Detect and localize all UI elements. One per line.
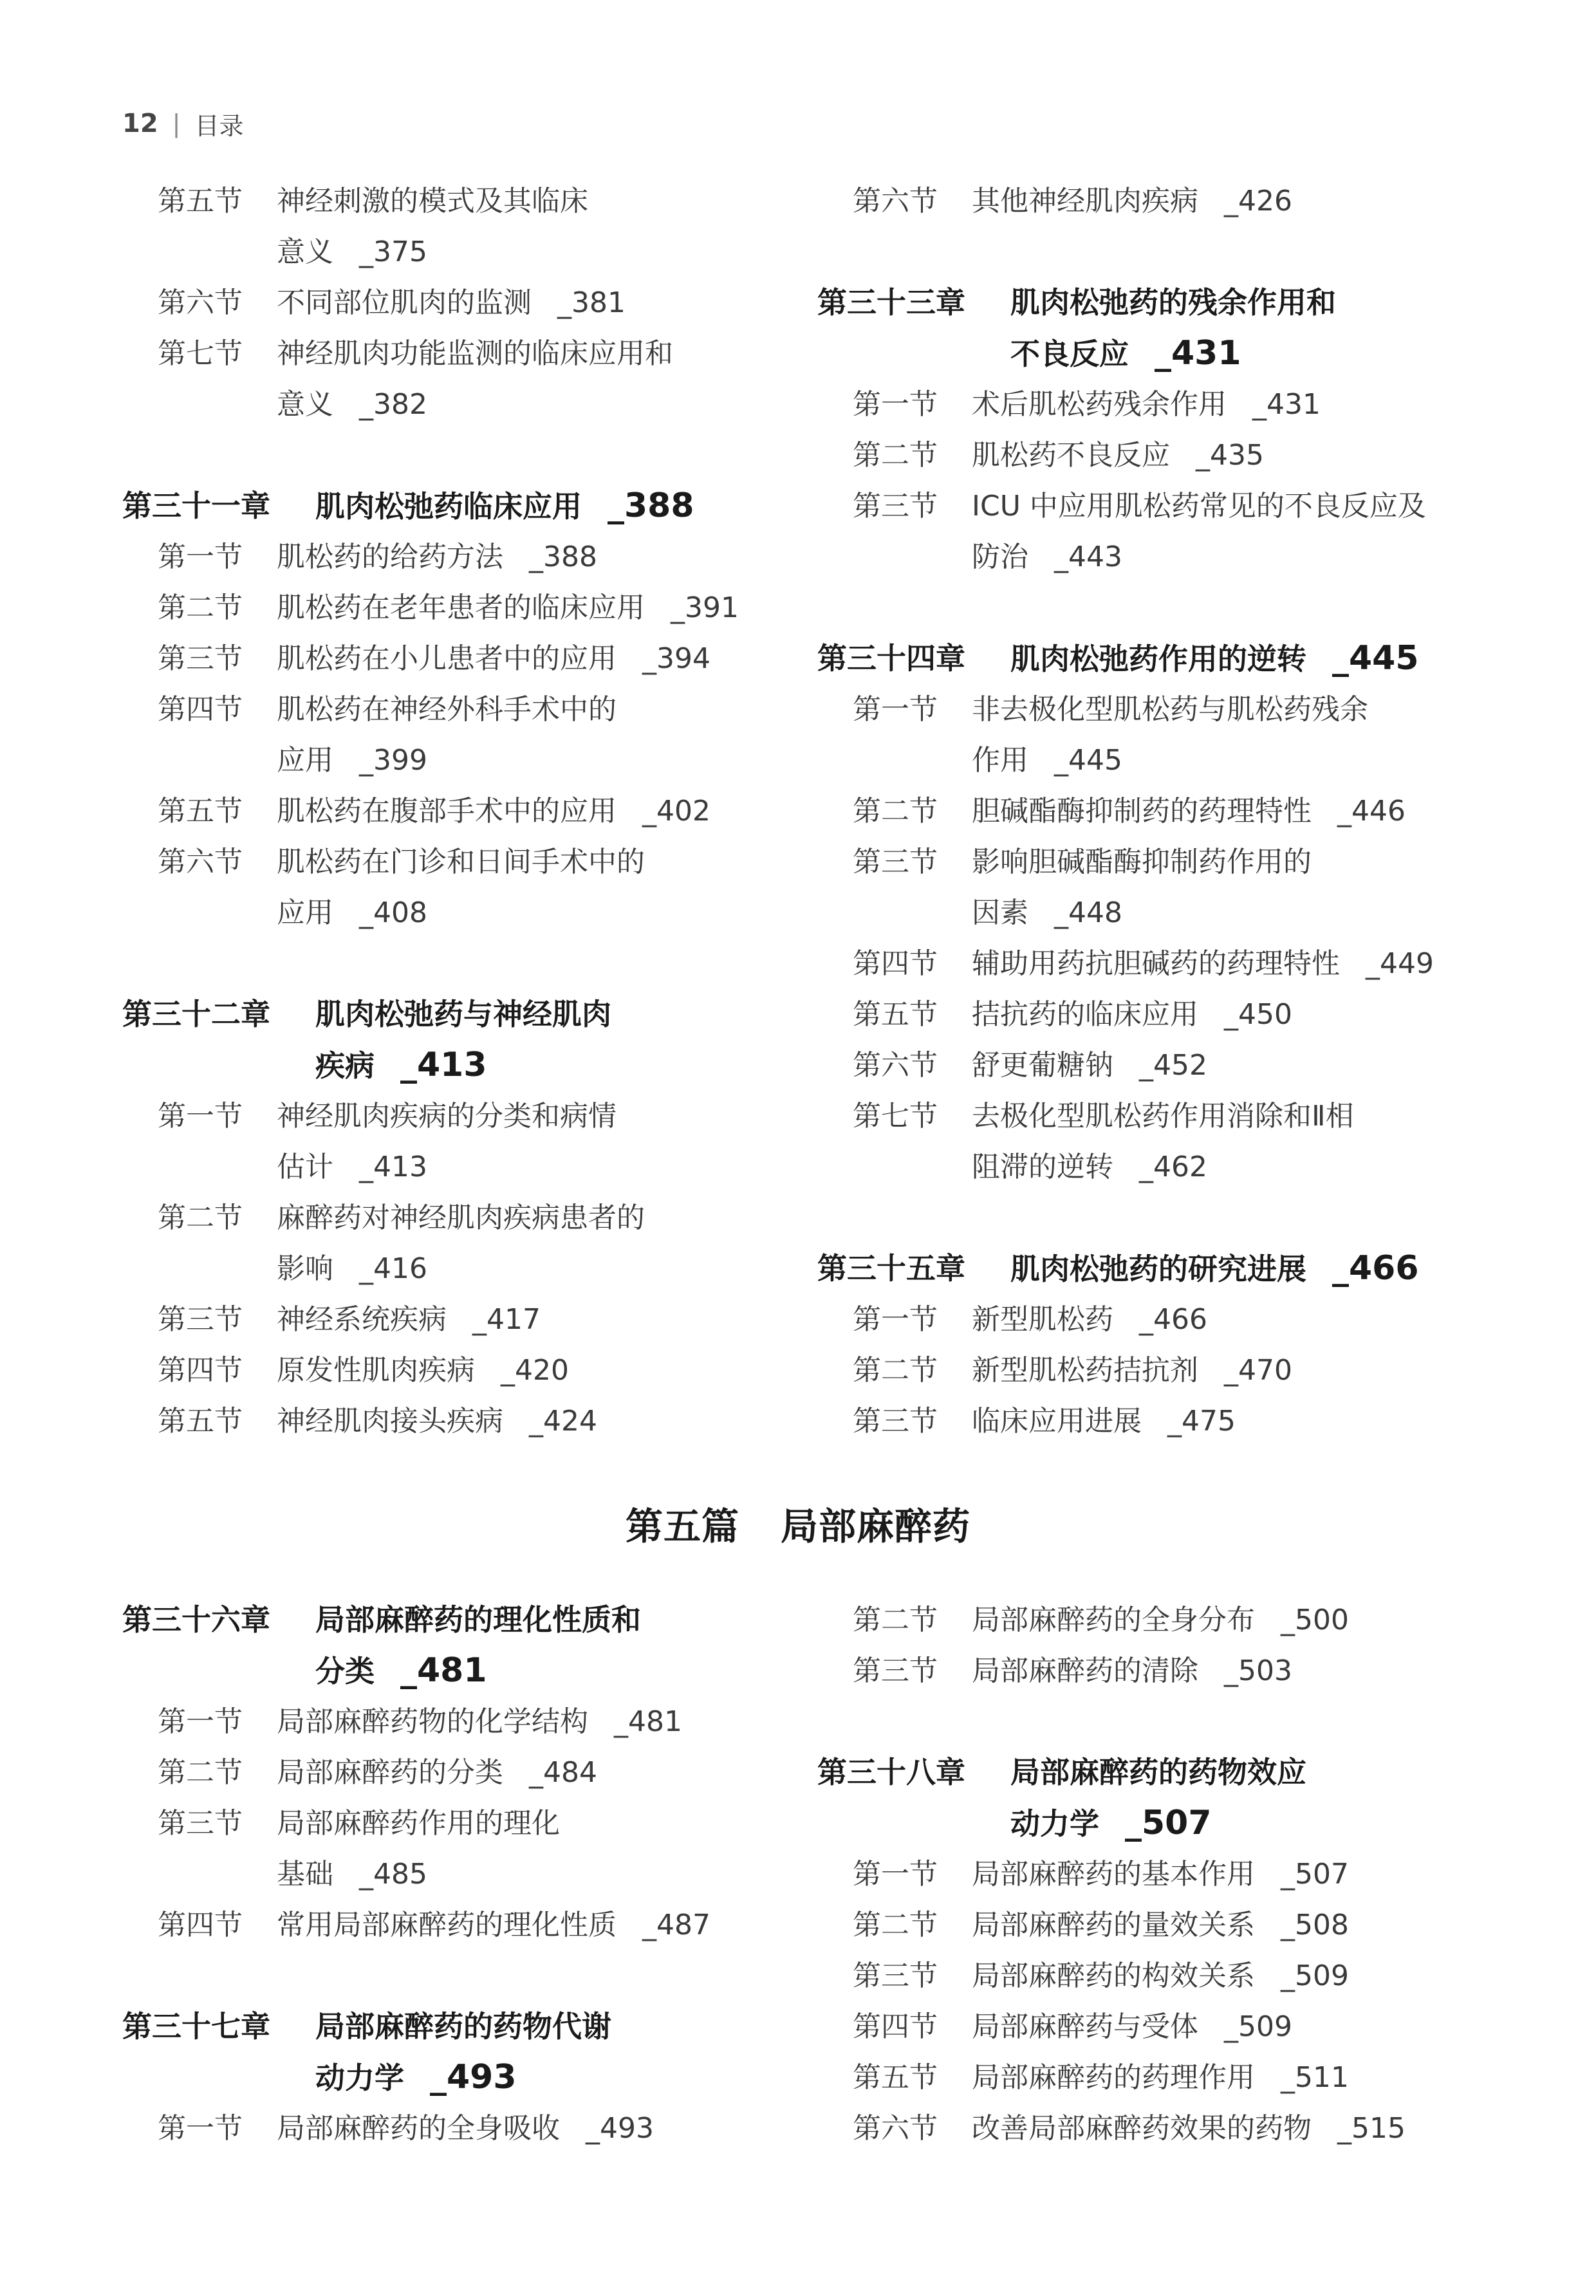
chapter-title: 动力学 _507 <box>1010 1804 1212 1842</box>
section-title: 局部麻醉药的量效关系 _508 <box>972 1909 1349 1941</box>
part-title: 局部麻醉药 <box>781 1504 971 1548</box>
page-ref: _481 <box>400 1651 487 1690</box>
section-entry[interactable] <box>817 379 1525 430</box>
page-ref: _507 <box>1281 1858 1349 1891</box>
section-entry[interactable] <box>817 989 1525 1040</box>
page-ref: _435 <box>1196 439 1264 472</box>
page-ref: _420 <box>501 1354 569 1387</box>
chapter-title: 动力学 _493 <box>315 2058 517 2097</box>
chapter-title: 肌肉松弛药的残余作用和 <box>1010 285 1336 320</box>
section-title: 去极化型肌松药作用消除和Ⅱ相 <box>972 1100 1354 1133</box>
page-ref: _388 <box>529 541 597 573</box>
section-number: 第三节 <box>158 642 243 675</box>
section-number: 第六节 <box>158 286 243 319</box>
spacer <box>122 430 804 481</box>
header-separator: | <box>172 109 181 138</box>
page-ref: _391 <box>671 591 739 624</box>
page-ref: _462 <box>1139 1151 1207 1183</box>
section-number: 第一节 <box>853 693 938 726</box>
page-ref: _475 <box>1167 1405 1236 1438</box>
section-entry[interactable] <box>122 786 804 837</box>
section-title: 局部麻醉药与受体 _509 <box>972 2010 1292 2043</box>
section-title: 不同部位肌肉的监测 _381 <box>277 286 626 319</box>
section-entry[interactable] <box>817 2103 1525 2154</box>
chapter-title: 肌肉松弛药作用的逆转 _445 <box>1010 639 1419 678</box>
section-entry[interactable] <box>122 1798 804 1900</box>
section-number: 第七节 <box>853 1100 938 1133</box>
section-title: 应用 _399 <box>277 744 427 777</box>
section-number: 第二节 <box>158 591 243 624</box>
chapter-entry[interactable] <box>817 633 1525 684</box>
chapter-entry[interactable] <box>122 481 804 532</box>
section-title: 改善局部麻醉药效果的药物 _515 <box>972 2112 1406 2145</box>
toc-right-column-top <box>817 176 1525 1447</box>
section-number: 第三节 <box>853 490 938 523</box>
page-ref: _399 <box>359 744 427 777</box>
page-ref: _493 <box>586 2112 654 2145</box>
section-number: 第六节 <box>853 185 938 218</box>
section-number: 第二节 <box>853 1909 938 1941</box>
chapter-entry[interactable] <box>817 1243 1525 1294</box>
section-entry[interactable] <box>122 328 804 430</box>
section-title: 术后肌松药残余作用 _431 <box>972 388 1321 421</box>
section-title: 因素 _448 <box>972 896 1122 929</box>
toc-left-column-top <box>122 176 804 1447</box>
section-entry[interactable] <box>817 1595 1525 1645</box>
part-heading <box>0 1496 1596 1550</box>
page-ref: _484 <box>529 1756 597 1789</box>
section-entry[interactable] <box>817 481 1525 582</box>
chapter-title: 肌肉松弛药的研究进展 _466 <box>1010 1249 1419 1288</box>
chapter-number: 第三十三章 <box>817 285 965 320</box>
section-title: 新型肌松药 _466 <box>972 1303 1207 1336</box>
chapter-number: 第三十一章 <box>122 488 270 523</box>
section-entry[interactable] <box>122 1900 804 1950</box>
page-ref: _509 <box>1281 1959 1349 1992</box>
page-ref: _431 <box>1155 334 1241 373</box>
page-ref: _493 <box>430 2058 517 2097</box>
chapter-title: 局部麻醉药的药物代谢 <box>315 2009 611 2044</box>
chapter-title: 分类 _481 <box>315 1651 487 1690</box>
header-title: 目录 <box>194 111 244 140</box>
chapter-number: 第三十六章 <box>122 1602 270 1637</box>
section-title: 神经肌肉接头疾病 _424 <box>277 1405 597 1438</box>
section-title: 神经肌肉功能监测的临床应用和 <box>277 337 673 370</box>
section-title: 肌松药不良反应 _435 <box>972 439 1264 472</box>
page-ref: _511 <box>1281 2061 1349 2094</box>
section-title: 神经肌肉疾病的分类和病情 <box>277 1100 617 1133</box>
section-entry[interactable] <box>817 2001 1525 2052</box>
section-entry[interactable] <box>817 176 1525 227</box>
page-ref: _487 <box>642 1909 710 1941</box>
section-title: 神经刺激的模式及其临床 <box>277 185 588 218</box>
section-entry[interactable] <box>122 1294 804 1345</box>
section-entry[interactable] <box>122 1091 804 1192</box>
section-number: 第五节 <box>158 1405 243 1438</box>
section-number: 第一节 <box>158 1705 243 1738</box>
section-number: 第六节 <box>853 2112 938 2145</box>
page-ref: _417 <box>472 1303 541 1336</box>
section-entry[interactable] <box>817 837 1525 938</box>
section-entry[interactable] <box>817 2052 1525 2103</box>
section-number: 第三节 <box>853 1654 938 1687</box>
section-number: 第四节 <box>853 2010 938 2043</box>
section-title: 肌松药在老年患者的临床应用 _391 <box>277 591 739 624</box>
page-ref: _446 <box>1337 795 1406 828</box>
section-entry[interactable] <box>817 684 1525 786</box>
section-title: 神经系统疾病 _417 <box>277 1303 541 1336</box>
spacer <box>122 938 804 989</box>
section-entry[interactable] <box>817 1950 1525 2001</box>
section-number: 第一节 <box>158 2112 243 2145</box>
page-number: 12 <box>122 109 158 138</box>
section-number: 第二节 <box>158 1201 243 1234</box>
section-title: 估计 _413 <box>277 1151 427 1183</box>
page-ref: _509 <box>1224 2010 1292 2043</box>
section-title: 原发性肌肉疾病 _420 <box>277 1354 569 1387</box>
section-number: 第三节 <box>853 1405 938 1438</box>
spacer <box>817 1696 1525 1747</box>
page-ref: _416 <box>359 1252 427 1285</box>
section-title: 基础 _485 <box>277 1858 427 1891</box>
section-number: 第二节 <box>158 1756 243 1789</box>
section-number: 第五节 <box>158 185 243 218</box>
chapter-title: 疾病 _413 <box>315 1046 487 1084</box>
page-ref: _375 <box>359 236 427 268</box>
section-entry[interactable] <box>122 277 804 328</box>
chapter-title: 不良反应 _431 <box>1010 334 1241 373</box>
section-number: 第四节 <box>158 693 243 726</box>
page-ref: _481 <box>614 1705 682 1738</box>
chapter-number: 第三十四章 <box>817 641 965 676</box>
page-ref: _443 <box>1054 541 1122 573</box>
section-entry[interactable] <box>122 1396 804 1447</box>
section-entry[interactable] <box>122 582 804 633</box>
section-entry[interactable] <box>122 684 804 786</box>
page-ref: _413 <box>400 1046 487 1084</box>
section-title: 局部麻醉药的清除 _503 <box>972 1654 1292 1687</box>
page-ref: _507 <box>1125 1804 1212 1842</box>
page-ref: _445 <box>1332 639 1419 678</box>
toc-left-column-bottom <box>122 1595 804 2154</box>
section-number: 第二节 <box>853 1604 938 1636</box>
section-number: 第五节 <box>158 795 243 828</box>
section-title: 常用局部麻醉药的理化性质 _487 <box>277 1909 710 1941</box>
section-entry[interactable] <box>817 786 1525 837</box>
page-ref: _445 <box>1054 744 1122 777</box>
section-title: 防治 _443 <box>972 541 1122 573</box>
section-title: 舒更葡糖钠 _452 <box>972 1049 1207 1082</box>
section-title: 局部麻醉药的全身吸收 _493 <box>277 2112 654 2145</box>
section-title: 肌松药在腹部手术中的应用 _402 <box>277 795 710 828</box>
page-ref: _381 <box>557 286 626 319</box>
section-number: 第一节 <box>158 1100 243 1133</box>
spacer <box>817 582 1525 633</box>
section-entry[interactable] <box>817 1645 1525 1696</box>
page-ref: _508 <box>1281 1909 1349 1941</box>
chapter-title: 局部麻醉药的药物效应 <box>1010 1755 1306 1790</box>
section-number: 第六节 <box>158 846 243 878</box>
section-number: 第一节 <box>853 1303 938 1336</box>
page-ref: _503 <box>1224 1654 1292 1687</box>
section-number: 第七节 <box>158 337 243 370</box>
section-entry[interactable] <box>817 1396 1525 1447</box>
chapter-entry[interactable] <box>817 277 1525 379</box>
section-title: 意义 _375 <box>277 236 427 268</box>
section-number: 第四节 <box>158 1354 243 1387</box>
section-number: 第四节 <box>158 1909 243 1941</box>
section-title: 应用 _408 <box>277 896 427 929</box>
section-entry[interactable] <box>122 633 804 684</box>
section-title: 局部麻醉药的分类 _484 <box>277 1756 597 1789</box>
section-number: 第四节 <box>853 947 938 980</box>
section-title: 肌松药的给药方法 _388 <box>277 541 597 573</box>
section-number: 第二节 <box>853 1354 938 1387</box>
section-number: 第一节 <box>853 1858 938 1891</box>
section-entry[interactable] <box>817 938 1525 989</box>
section-number: 第三节 <box>853 1959 938 1992</box>
section-entry[interactable] <box>122 837 804 938</box>
section-title: 拮抗药的临床应用 _450 <box>972 998 1292 1031</box>
section-number: 第一节 <box>158 541 243 573</box>
section-title: 肌松药在小儿患者中的应用 _394 <box>277 642 710 675</box>
chapter-entry[interactable] <box>817 1747 1525 1849</box>
section-number: 第三节 <box>158 1807 243 1840</box>
chapter-number: 第三十二章 <box>122 997 270 1032</box>
page-ref: _449 <box>1366 947 1434 980</box>
section-title: 临床应用进展 _475 <box>972 1405 1236 1438</box>
section-title: 阻滞的逆转 _462 <box>972 1151 1207 1183</box>
section-number: 第二节 <box>853 439 938 472</box>
page-ref: _408 <box>359 896 427 929</box>
page-ref: _470 <box>1224 1354 1292 1387</box>
section-number: 第二节 <box>853 795 938 828</box>
section-entry[interactable] <box>122 2103 804 2154</box>
chapter-entry[interactable] <box>122 989 804 1091</box>
section-entry[interactable] <box>817 1040 1525 1091</box>
section-entry[interactable] <box>122 532 804 582</box>
page-ref: _448 <box>1054 896 1122 929</box>
chapter-title: 肌肉松弛药与神经肌肉 <box>315 997 611 1032</box>
section-entry[interactable] <box>817 1091 1525 1192</box>
page-ref: _413 <box>359 1151 427 1183</box>
section-entry[interactable] <box>122 1345 804 1396</box>
section-number: 第三节 <box>853 846 938 878</box>
section-entry[interactable] <box>817 1900 1525 1950</box>
chapter-number: 第三十八章 <box>817 1755 965 1790</box>
page-ref: _388 <box>608 486 694 525</box>
section-title: 局部麻醉药物的化学结构 _481 <box>277 1705 682 1738</box>
section-number: 第三节 <box>158 1303 243 1336</box>
section-title: 局部麻醉药的药理作用 _511 <box>972 2061 1349 2094</box>
section-title: 麻醉药对神经肌肉疾病患者的 <box>277 1201 645 1234</box>
section-entry[interactable] <box>817 1345 1525 1396</box>
page-ref: _466 <box>1139 1303 1207 1336</box>
section-entry[interactable] <box>817 430 1525 481</box>
section-title: 局部麻醉药作用的理化 <box>277 1807 560 1840</box>
chapter-title: 肌肉松弛药临床应用 _388 <box>315 486 694 525</box>
section-title: 辅助用药抗胆碱药的药理特性 _449 <box>972 947 1434 980</box>
section-entry[interactable] <box>122 176 804 277</box>
section-title: 局部麻醉药的基本作用 _507 <box>972 1858 1349 1891</box>
page-ref: _452 <box>1139 1049 1207 1082</box>
part-number: 第五篇 <box>625 1504 739 1548</box>
section-title: 影响 _416 <box>277 1252 427 1285</box>
section-number: 第六节 <box>853 1049 938 1082</box>
section-number: 第五节 <box>853 2061 938 2094</box>
section-title: 影响胆碱酯酶抑制药作用的 <box>972 846 1312 878</box>
section-title: 新型肌松药拮抗剂 _470 <box>972 1354 1292 1387</box>
section-entry[interactable] <box>817 1294 1525 1345</box>
spacer <box>122 1950 804 2001</box>
section-title: ICU 中应用肌松药常见的不良反应及 <box>972 490 1426 523</box>
chapter-entry[interactable] <box>122 2001 804 2103</box>
section-entry[interactable] <box>817 1849 1525 1900</box>
page-header <box>122 104 244 143</box>
section-entry[interactable] <box>122 1696 804 1747</box>
page-ref: _431 <box>1252 388 1321 421</box>
spacer <box>817 1192 1525 1243</box>
page-ref: _500 <box>1281 1604 1349 1636</box>
section-title: 作用 _445 <box>972 744 1122 777</box>
chapter-entry[interactable] <box>122 1595 804 1696</box>
chapter-number: 第三十五章 <box>817 1251 965 1286</box>
page-ref: _394 <box>642 642 710 675</box>
section-entry[interactable] <box>122 1192 804 1294</box>
toc-right-column-bottom <box>817 1595 1525 2154</box>
section-title: 局部麻醉药的构效关系 _509 <box>972 1959 1349 1992</box>
page-ref: _402 <box>642 795 710 828</box>
section-title: 局部麻醉药的全身分布 _500 <box>972 1604 1349 1636</box>
section-entry[interactable] <box>122 1747 804 1798</box>
section-title: 非去极化型肌松药与肌松药残余 <box>972 693 1368 726</box>
section-title: 意义 _382 <box>277 388 427 421</box>
page-ref: _466 <box>1332 1249 1419 1288</box>
page-ref: _382 <box>359 388 427 421</box>
chapter-number: 第三十七章 <box>122 2009 270 2044</box>
page-ref: _426 <box>1224 185 1292 218</box>
section-title: 胆碱酯酶抑制药的药理特性 _446 <box>972 795 1406 828</box>
section-title: 肌松药在门诊和日间手术中的 <box>277 846 645 878</box>
page-ref: _515 <box>1337 2112 1406 2145</box>
page-ref: _424 <box>529 1405 597 1438</box>
section-number: 第五节 <box>853 998 938 1031</box>
spacer <box>817 227 1525 277</box>
chapter-title: 局部麻醉药的理化性质和 <box>315 1602 641 1637</box>
section-title: 其他神经肌肉疾病 _426 <box>972 185 1292 218</box>
page-ref: _485 <box>359 1858 427 1891</box>
section-title: 肌松药在神经外科手术中的 <box>277 693 617 726</box>
section-number: 第一节 <box>853 388 938 421</box>
page-ref: _450 <box>1224 998 1292 1031</box>
